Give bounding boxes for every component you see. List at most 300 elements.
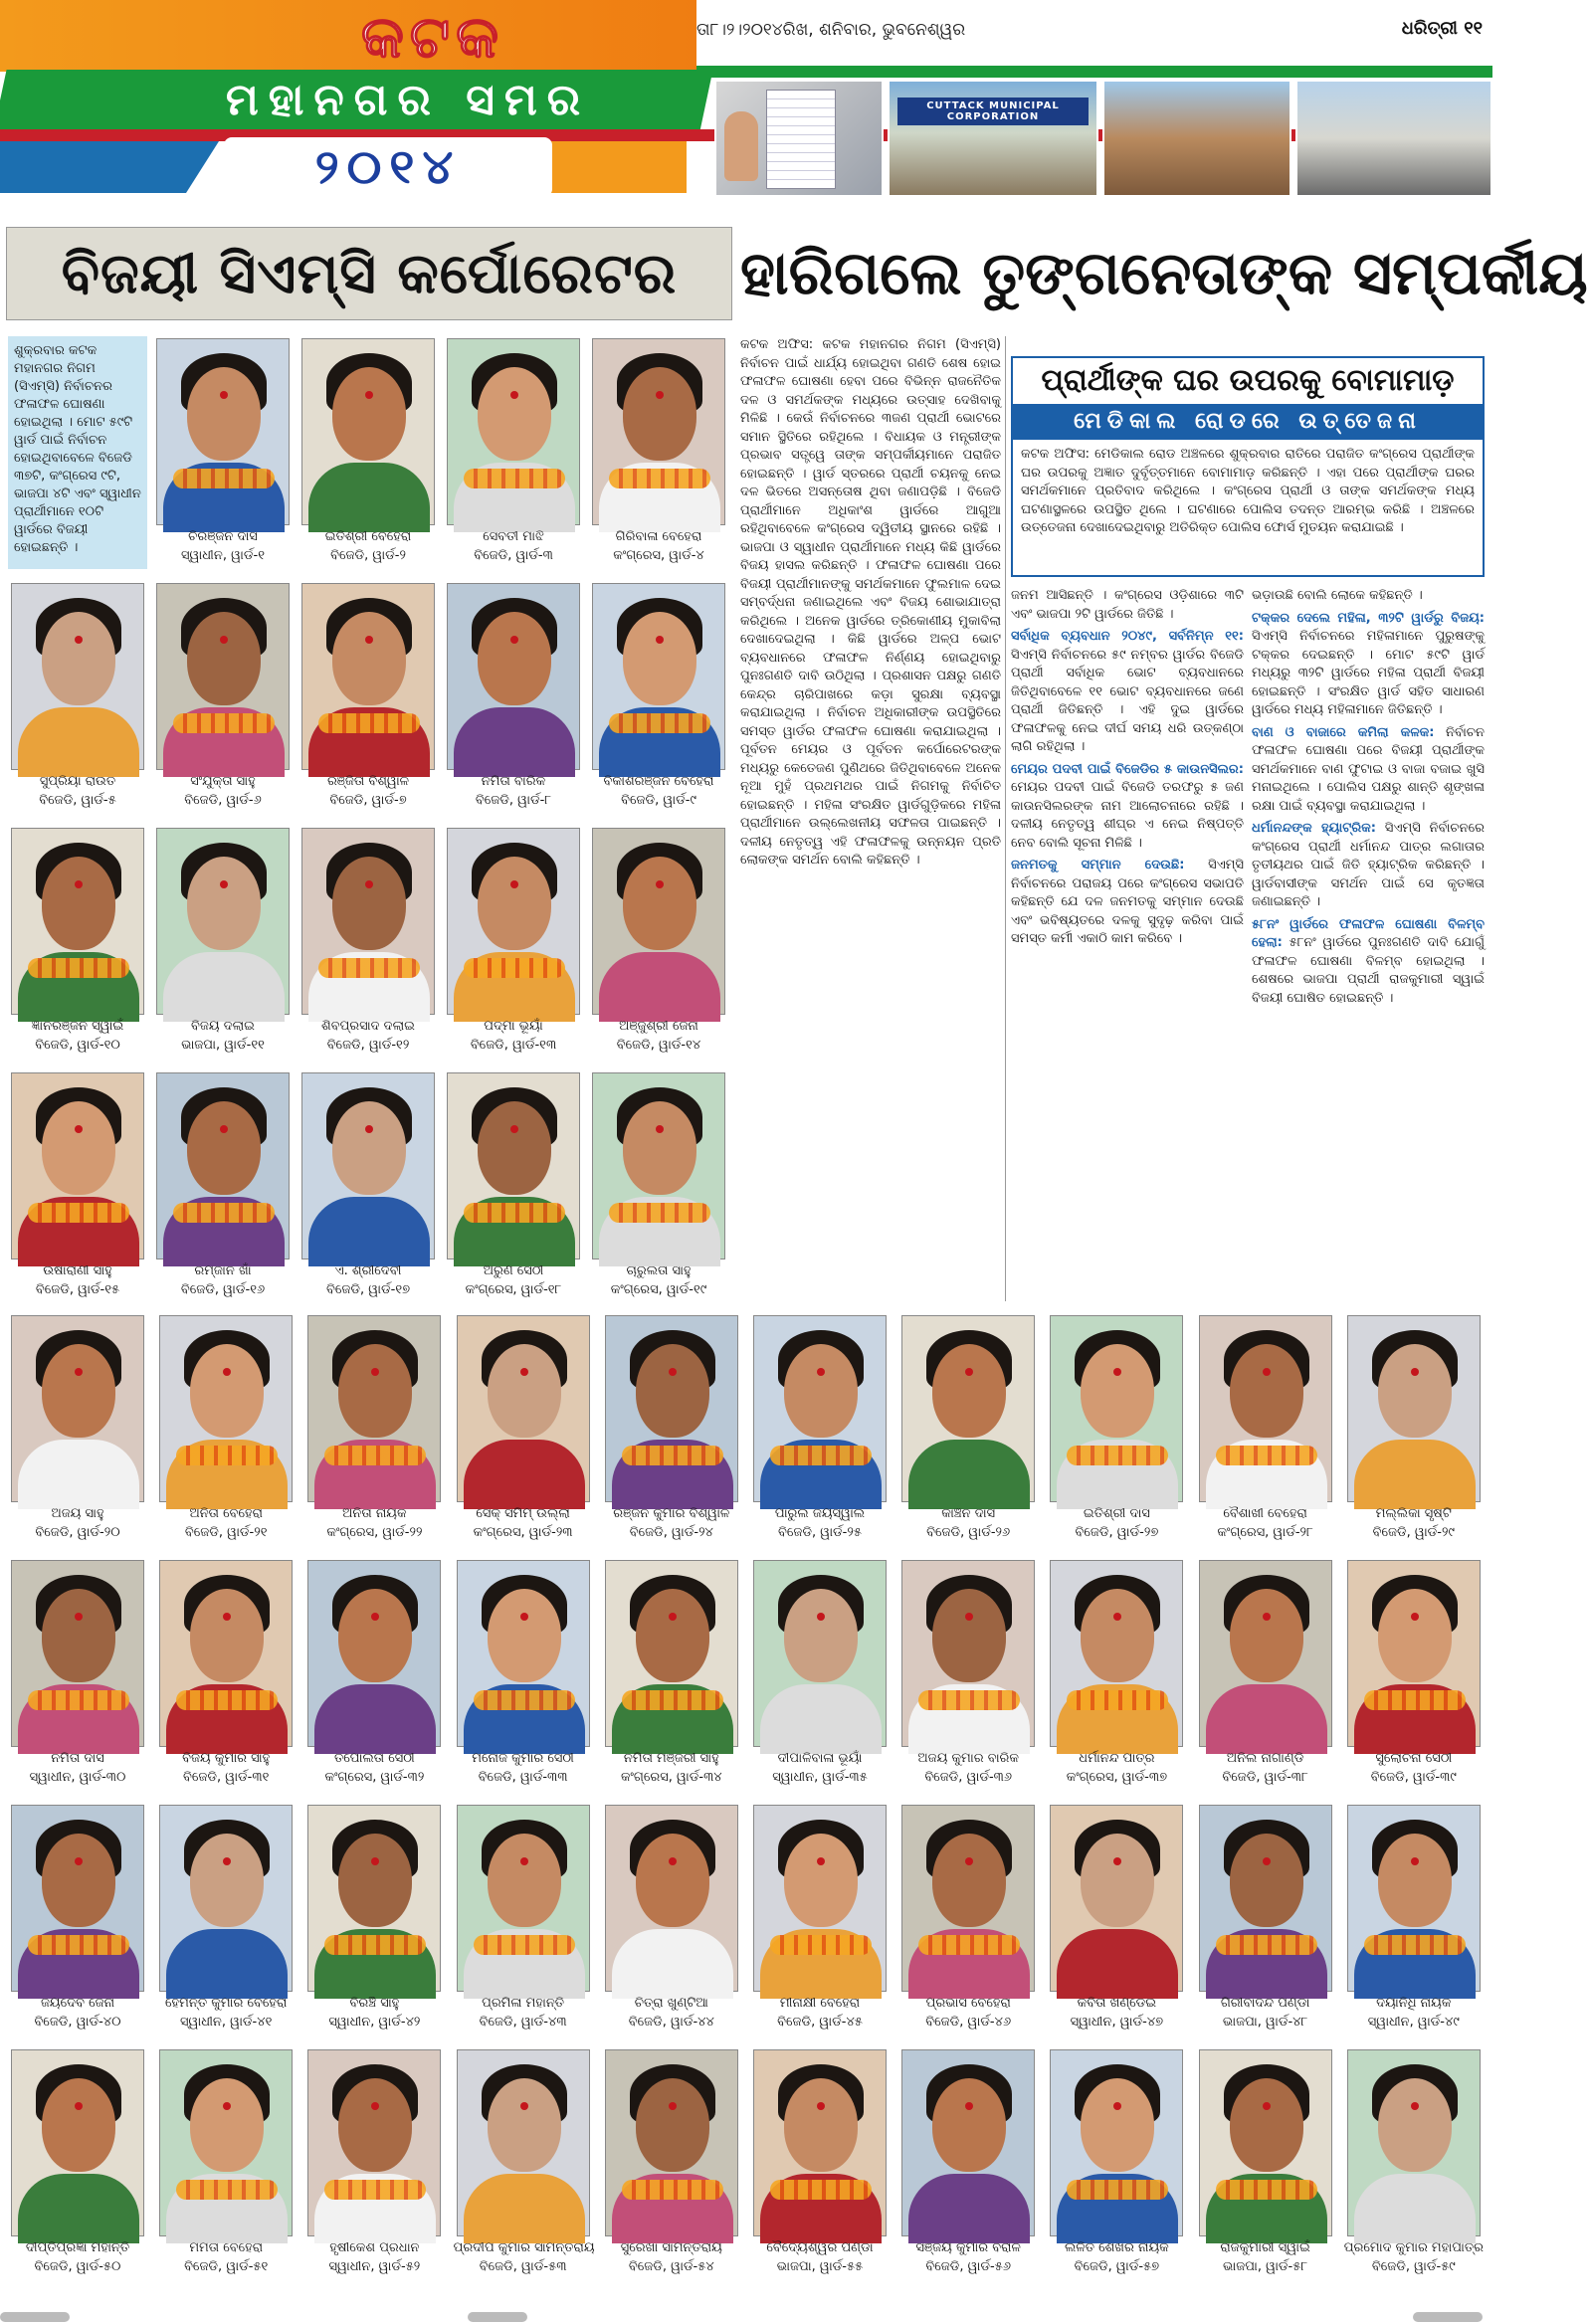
article-col-1-text: କଟକ ଅଫିସ: କଟକ ମହାନଗର ନିଗମ (ସିଏମ୍‌ସି) ନିର୍ବାଚନ ପାଇଁ ଧାର୍ଯ୍ୟ ହୋଇଥିବା ଗଣତି ଶେଷ ହୋଇ ଫଳାଫଳ ଘୋଷଣା ହେବା ପରେ ବିଭିନ୍ନ ରାଜନୈତିକ ଦଳ ଓ ସମର୍ଥକଙ୍କ ମଧ୍ୟରେ ଉତ୍ସାହ ଦେଖିବାକୁ ମିଳିଛି । କେଉଁ ନିର୍ବାଚନରେ ୩ଜଣ ପ୍ରାର୍ଥୀ ଭୋଟରେ ସମାନ ସ୍ଥିତିରେ ରହିଥିଲେ । ବିଧାୟକ ଓ ମନ୍ତ୍ରୀଙ୍କ ପ୍ରଭାବ ସତ୍ତ୍ୱେ ତାଙ୍କ ସମ୍ପର୍କୀୟମାନେ ପରାଜିତ ହୋଇଛନ୍ତି । ୱାର୍ଡ ସ୍ତରରେ ପ୍ରାର୍ଥୀ ଚୟନକୁ ନେଇ ଦଳ ଭିତରେ ଅସନ୍ତୋଷ ଥିବା ଜଣାପଡ଼ିଛି । ବିଜେଡି ପ୍ରାର୍ଥୀମାନେ ଅଧିକାଂଶ ୱାର୍ଡରେ ଆଗୁଆ ରହିଥିବାବେଳେ କଂଗ୍ରେସ ଦ୍ୱିତୀୟ ସ୍ଥାନରେ ରହିଛି । ଭାଜପା ଓ ସ୍ୱାଧୀନ ପ୍ରାର୍ଥୀମାନେ ମଧ୍ୟ କିଛି ୱାର୍ଡରେ ବିଜୟ ହାସଲ କରିଛନ୍ତି । ଫଳାଫଳ ଘୋଷଣା ପରେ ବିଜୟୀ ପ୍ରାର୍ଥୀମାନଙ୍କୁ ସମର୍ଥକମାନେ ଫୁଲମାଳ ଦେଇ ସମ୍ବର୍ଦ୍ଧନା ଜଣାଇଥିଲେ ଏବଂ ବିଜୟ ଶୋଭାଯାତ୍ରା କରିଥିଲେ । ଅନେକ ୱାର୍ଡରେ ତ୍ରିକୋଣୀୟ ମୁକାବିଲା ଦେଖାଦେଇଥିଲା । କିଛି ୱାର୍ଡରେ ଅଳ୍ପ ଭୋଟ ବ୍ୟବଧାନରେ ଫଳାଫଳ ନିର୍ଣ୍ଣୟ ହୋଇଥିବାରୁ ପୁନଃଗଣତି ଦାବି ଉଠିଥିଲା । ପ୍ରଶାସନ ପକ୍ଷରୁ ଗଣତି କେନ୍ଦ୍ର ଚାରିପାଖରେ କଡ଼ା ସୁରକ୍ଷା ବ୍ୟବସ୍ଥା କରାଯାଇଥିଲା । ନିର୍ବାଚନ ଅଧିକାରୀଙ୍କ ଉପସ୍ଥିତିରେ ସମସ୍ତ ୱାର୍ଡର ଫଳାଫଳ ଘୋଷଣା କରାଯାଇଥିଲା । ପୂର୍ବତନ ମେୟର ଓ ପୂର୍ବତନ କର୍ପୋରେଟରଙ୍କ ମଧ୍ୟରୁ କେତେଜଣ ପୁଣିଥରେ ଜିତିଥିବାବେଳେ ଅନେକ ନୂଆ ମୁହଁ ପ୍ରଥମଥର ପାଇଁ ନିଗମକୁ ନିର୍ବାଚିତ ହୋଇଛନ୍ତି । ମହିଳା ସଂରକ୍ଷିତ ୱାର୍ଡଗୁଡ଼ିକରେ ମହିଳା ପ୍ରାର୍ଥୀମାନେ ଉଲ୍ଲେଖନୀୟ ସଫଳତା ପାଇଛନ୍ତି । ଦଳୀୟ ନେତୃତ୍ୱ ଏହି ଫଳାଫଳକୁ ଉନ୍ନୟନ ପ୍ରତି ଲୋକଙ୍କ ସମର୍ଥନ ବୋଲି କହିଛନ୍ତି । (740, 337, 1001, 868)
candidate-card (8, 1803, 147, 2034)
candidate-photo (753, 1560, 887, 1747)
candidate-name: କବିତା ଖଣ୍ଡେଇ (1077, 1996, 1157, 2011)
candidate-portrait-face (338, 2078, 412, 2172)
candidate-party-ward: ବିଜେଡି, ୱାର୍ଡ-୩୬ (924, 1770, 1013, 1785)
candidate-portrait-face (42, 1344, 115, 1438)
candidate-portrait-face (42, 1834, 115, 1927)
garland-graphic (28, 1203, 129, 1223)
candidate-card (304, 1803, 444, 2034)
garland-graphic (1364, 1690, 1466, 1710)
candidate-party-ward: ସ୍ୱାଧୀନ, ୱାର୍ଡ-୪୭ (1070, 2015, 1164, 2030)
candidate-card (898, 1803, 1038, 2034)
candidate-name: ଚାରୁଲତା ସାହୁ (626, 1263, 692, 1278)
candidate-portrait-body (1057, 1929, 1178, 1999)
candidate-party-ward: ବିଜେଡି, ୱାର୍ଡ-୧୩ (470, 1038, 557, 1053)
tilak-mark (669, 1368, 677, 1376)
candidate-name: ଦୀପ୍ତିପ୍ରଜ୍ଞା ମହାନ୍ତି (25, 2240, 130, 2255)
candidate-portrait-face (1378, 1589, 1452, 1682)
candidate-card (304, 1313, 444, 1544)
col-3-para-4: ୫୮ନଂ ୱାର୍ଡରେ ପୁନଃଗଣତି ଦାବି ଯୋଗୁଁ ଫଳାଫଳ ଘୋଷଣା ବିଳମ୍ବ ହୋଇଥିଲା । ଶେଷରେ ଭାଜପା ପ୍ରାର୍ଥୀ ରାଜକୁମାରୀ ସ୍ୱାଇଁ ବିଜୟୀ ଘୋଷିତ ହୋଇଛନ୍ତି । (1252, 935, 1486, 1006)
candidate-photo (605, 1560, 738, 1747)
candidate-card (750, 2047, 890, 2278)
tilak-mark (220, 1125, 228, 1133)
tilak-mark (520, 1368, 528, 1376)
candidate-photo (605, 1315, 738, 1502)
candidate-party-ward: ବିଜେଡି, ୱାର୍ଡ-୪୦ (34, 2015, 121, 2030)
candidate-party-ward: ବିଜେଡି, ୱାର୍ଡ-୫ (39, 793, 116, 808)
candidate-party-ward: ବିଜେଡି, ୱାର୍ଡ-୫୧ (184, 2259, 269, 2274)
candidate-photo (592, 338, 725, 525)
subhead-hattrick: ଧର୍ମାନନ୍ଦଙ୍କ ହ୍ୟାଟ୍ରିକ: (1252, 821, 1376, 836)
candidate-party-ward: ସ୍ୱାଧୀନ, ୱାର୍ଡ-୩୦ (29, 1770, 126, 1785)
candidate-card (602, 1803, 741, 2034)
intro-box: ଶୁକ୍ରବାର କଟକ ମହାନଗର ନିଗମ (ସିଏମ୍‌ସି) ନିର୍ବାଚନର ଫଳାଫଳ ଘୋଷଣା ହୋଇଥିଲା । ମୋଟ ୫୯ଟି ୱାର୍ଡ ପାଇଁ ନିର୍ବାଚନ ହୋଇଥିବାବେଳେ ବିଜେଡି ୩୭ଟି, କଂଗ୍ରେସ ୯ଟି, ଭାଜପା ୪ଟି ଏବଂ ସ୍ୱାଧୀନ ପ୍ରାର୍ଥୀମାନେ ୧୦ଟି ୱାର୍ଡରେ ବିଜୟୀ ହୋଇଛନ୍ତି । (8, 336, 147, 569)
candidate-party-ward: ବିଜେଡି, ୱାର୍ଡ-୩୧ (183, 1770, 270, 1785)
candidate-party-ward: ବିଜେଡି, ୱାର୍ଡ-୩୯ (1370, 1770, 1457, 1785)
candidate-name: ବୈଦ୍ୟେଶ୍ୱର ପଣ୍ଡା (766, 2240, 874, 2255)
candidate-photo (753, 2049, 887, 2236)
candidate-name: ପ୍ରମିଳା ମହାନ୍ତି (482, 1996, 565, 2011)
candidate-name: ମନୋଜ କୁମାର ସେଠୀ (472, 1751, 574, 1766)
candidate-party-ward: ବିଜେଡି, ୱାର୍ଡ-୪୪ (628, 2015, 714, 2030)
candidate-card (454, 1313, 593, 1544)
candidate-photo (753, 1315, 887, 1502)
candidate-card (298, 1070, 438, 1301)
candidate-card (602, 1313, 741, 1544)
candidate-name: ଅନିତା ନାୟକ (342, 1506, 407, 1521)
candidate-name: ରାଜକୁମାରୀ ସ୍ୱାଇଁ (1220, 2240, 1310, 2255)
candidate-card (602, 2047, 741, 2278)
candidate-name: ଧର୍ମାନନ୍ଦ ପାତ୍ର (1079, 1751, 1155, 1766)
candidate-portrait-body (166, 1929, 288, 1999)
candidate-portrait-face (1081, 1344, 1154, 1438)
candidate-photo (605, 2049, 738, 2236)
candidate-card (153, 826, 293, 1057)
garland-graphic (176, 1446, 278, 1465)
tilak-mark (75, 636, 83, 644)
subhead-margin: ସର୍ବାଧିକ ବ୍ୟବଧାନ ୨୦୪୯, ସର୍ବନିମ୍ନ ୧୧: (1011, 629, 1244, 644)
tilak-mark (365, 880, 373, 888)
candidate-photo (11, 583, 144, 770)
building-photo (1295, 80, 1492, 197)
candidate-party-ward: ବିଜେଡି, ୱାର୍ଡ-୪୬ (925, 2015, 1012, 2030)
article-col-1 (740, 336, 1001, 1301)
tilak-mark (510, 880, 518, 888)
candidate-party-ward: ଭାଜପା, ୱାର୍ଡ-୧୧ (181, 1038, 265, 1053)
tilak-mark (75, 880, 83, 888)
tilak-mark (817, 1613, 825, 1621)
tilak-mark (220, 880, 228, 888)
tilak-mark (510, 391, 518, 399)
candidate-party-ward: ସ୍ୱାଧୀନ, ୱାର୍ଡ-୧ (181, 548, 265, 563)
candidate-portrait-face (332, 612, 406, 705)
tilak-mark (1263, 1613, 1271, 1621)
candidate-portrait-body (454, 707, 575, 777)
tilak-mark (520, 1613, 528, 1621)
candidate-portrait-face (42, 1589, 115, 1682)
candidate-card (454, 2047, 593, 2278)
candidate-party-ward: କଂଗ୍ରେସ, ୱାର୍ଡ-୩୨ (324, 1770, 425, 1785)
candidate-card (1196, 2047, 1335, 2278)
candidate-party-ward: ଭାଜପା, ୱାର୍ଡ-୫୫ (776, 2259, 864, 2274)
garland-graphic (28, 1690, 129, 1710)
candidate-photo (159, 1315, 293, 1502)
candidate-portrait-face (784, 1589, 858, 1682)
candidate-name: ଜ୍ଞାନରଞ୍ଜନ ସ୍ୱାଇଁ (31, 1019, 124, 1034)
candidate-photo (457, 1560, 590, 1747)
garland-graphic (1067, 1690, 1168, 1710)
candidate-name: ସଂଯୁକ୍ତା ସାହୁ (190, 774, 256, 789)
candidate-photo (901, 1560, 1035, 1747)
candidate-party-ward: ବିଜେଡି, ୱାର୍ଡ-୩୩ (478, 1770, 568, 1785)
candidate-card (454, 1803, 593, 2034)
candidate-portrait-face (488, 1344, 561, 1438)
page-footer-bar (0, 2306, 1492, 2324)
subhead-celebration: ବାଣ ଓ ବାଜାରେ କମିଲା କଳକ: (1252, 724, 1435, 740)
garland-graphic (1216, 2180, 1317, 2200)
candidate-card (589, 336, 728, 567)
candidate-photo (307, 1560, 441, 1747)
candidate-party-ward: କଂଗ୍ରେସ, ୱାର୍ଡ-୪ (613, 548, 704, 563)
candidate-portrait-face (488, 1834, 561, 1927)
tilak-mark (656, 880, 664, 888)
candidate-photo (605, 1805, 738, 1992)
garland-graphic (324, 1935, 426, 1955)
candidate-name: ଚିତ୍ରା ଖୁଣ୍ଟିଆ (634, 1996, 708, 2011)
candidate-card (304, 1558, 444, 1789)
candidate-name: ସେବତୀ ମାଝି (483, 529, 544, 544)
candidate-portrait-face (187, 367, 261, 461)
garland-graphic (464, 958, 565, 978)
candidate-portrait-face (623, 612, 696, 705)
candidate-card (589, 826, 728, 1057)
candidate-photo (447, 828, 580, 1015)
tilak-mark (1263, 1857, 1271, 1865)
garland-graphic (918, 1935, 1020, 1955)
candidate-portrait-body (18, 1440, 139, 1509)
col-2-lead: ଜନମ ଆସିଛନ୍ତି । କଂଗ୍ରେସ ଓଡ଼ିଶାରେ ୩ଟି ଏବଂ ଭାଜପା ୨ଟି ୱାର୍ଡରେ ଜିତିଛି । (1011, 588, 1244, 622)
candidate-name: ସୁପ୍ରିୟା ରାଉତ (39, 774, 116, 789)
tilak-mark (365, 391, 373, 399)
garland-graphic (464, 1203, 565, 1223)
col-3-para-1: ସିଏମ୍‌ସି ନିର୍ବାଚନରେ ମହିଳାମାନେ ପୁରୁଷଙ୍କୁ ଟକ୍କର ଦେଇଛନ୍ତି । ମୋଟ ୫୯ଟି ୱାର୍ଡ ମଧ୍ୟରୁ ୩୨ଟି ୱାର୍ଡରେ ମହିଳା ପ୍ରାର୍ଥୀ ବିଜୟୀ ହୋଇଛନ୍ତି । ସଂରକ୍ଷିତ ୱାର୍ଡ ସହିତ ସାଧାରଣ ୱାର୍ଡରେ ମଧ୍ୟ ମହିଳାମାନେ ଜିତିଛନ୍ତି । (1252, 629, 1485, 717)
candidate-name: ଦୀପାଳିବାଳା ଭୂୟାଁ (777, 1751, 863, 1766)
candidate-party-ward: କଂଗ୍ରେସ, ୱାର୍ଡ-୨୮ (1217, 1525, 1313, 1540)
candidate-party-ward: ବିଜେଡି, ୱାର୍ଡ-୪୫ (777, 2015, 863, 2030)
candidate-portrait-body (908, 2174, 1030, 2243)
candidate-portrait-face (42, 857, 115, 950)
tilak-mark (656, 391, 664, 399)
col-3-para-3: ସିଏମ୍‌ସି ନିର୍ବାଚନରେ କଂଗ୍ରେସ ପ୍ରାର୍ଥୀ ଧର୍ମାନନ୍ଦ ପାତ୍ର ଲଗାତାର ତୃତୀୟଥର ପାଇଁ ଜିତି ହ୍ୟାଟ୍ରିକ କରିଛନ୍ତି । ୱାର୍ଡବାସୀଙ୍କ ସମର୍ଥନ ପାଇଁ ସେ କୃତଜ୍ଞତା ଜଣାଇଛନ୍ତି । (1252, 821, 1485, 909)
subhead-women: ଟକ୍କର ଦେଲେ ମହିଳା, ୩୨ଟି ୱାର୍ଡରୁ ବିଜୟ: (1252, 610, 1485, 626)
candidate-party-ward: ସ୍ୱାଧୀନ, ୱାର୍ଡ-୫୨ (328, 2259, 421, 2274)
candidate-card (1344, 1313, 1484, 1544)
candidate-photo (11, 828, 144, 1015)
tilak-mark (365, 1125, 373, 1133)
candidate-photo (307, 2049, 441, 2236)
tilak-mark (75, 1125, 83, 1133)
subhead-ward-58: ୫୮ନଂ ୱାର୍ଡରେ ଫଳାଫଳ ଘୋଷଣା ବିଳମ୍ବ ହେଲା: (1252, 916, 1485, 950)
candidate-portrait-face (42, 612, 115, 705)
candidate-portrait-face (332, 857, 406, 950)
candidate-name: ରଞ୍ଜନ କୁମାର ବିଶ୍ୱାଳ (613, 1506, 730, 1521)
candidate-card (8, 1313, 147, 1544)
garland-graphic (622, 1690, 723, 1710)
candidate-party-ward: ବିଜେଡି, ୱାର୍ଡ-୧୫ (35, 1282, 120, 1297)
garland-graphic (1364, 1935, 1466, 1955)
candidate-photo (1050, 1805, 1183, 1992)
candidate-photo (592, 583, 725, 770)
garland-graphic (770, 1935, 872, 1955)
candidate-photo (1050, 2049, 1183, 2236)
candidate-photo (1050, 1560, 1183, 1747)
candidate-portrait-face (636, 2078, 709, 2172)
candidate-photo (307, 1315, 441, 1502)
candidate-name: ନମିତା ବାରିକ (481, 774, 546, 789)
cmc-office-photo (888, 80, 1098, 197)
candidate-portrait-body (18, 707, 139, 777)
candidate-name: ଲଳିତ ଶେଖର ନାୟକ (1065, 2240, 1169, 2255)
candidate-photo (11, 1805, 144, 1992)
masthead-blue-band (0, 141, 219, 193)
candidate-portrait-face (190, 1344, 264, 1438)
candidate-photo (901, 1805, 1035, 1992)
candidate-portrait-face (190, 1834, 264, 1927)
candidate-photo (1050, 1315, 1183, 1502)
candidate-portrait-face (1378, 1834, 1452, 1927)
tilak-mark (75, 1857, 83, 1865)
candidate-card (156, 1558, 296, 1789)
candidate-portrait-body (612, 1929, 733, 1999)
headline-winners: ବିଜୟୀ ସିଏମ୍‌ସି କର୍ପୋରେଟର (6, 227, 732, 320)
candidate-portrait-face (784, 1344, 858, 1438)
candidate-portrait-face (478, 857, 551, 950)
article-col-2 (1011, 587, 1244, 1301)
candidate-portrait-face (187, 612, 261, 705)
candidate-party-ward: ବିଜେଡି, ୱାର୍ଡ-୧୬ (180, 1282, 266, 1297)
candidate-name: ମୀନାକ୍ଷୀ ବେହେରା (779, 1996, 861, 2011)
candidate-card (1196, 1313, 1335, 1544)
tilak-mark (1411, 1613, 1419, 1621)
tilak-mark (520, 2102, 528, 2110)
tilak-mark (656, 1125, 664, 1133)
candidate-card (444, 336, 583, 567)
candidate-name: ଅରୁଣ ସେଠୀ (483, 1263, 544, 1278)
candidate-name: ପ୍ରଦୀପ କୁମାର ସାମନ୍ତରାୟ (453, 2240, 595, 2255)
article-col-3 (1252, 587, 1485, 1301)
candidate-party-ward: ବିଜେଡି, ୱାର୍ଡ-୨୪ (629, 1525, 713, 1540)
candidate-portrait-face (1081, 1589, 1154, 1682)
candidate-name: ହୃଷୀକେଶ ପ୍ରଧାନ (329, 2240, 420, 2255)
candidate-name: ଶିବପ୍ରସାଦ ଦଲାଇ (321, 1019, 415, 1034)
footer-mark-mid (468, 2312, 527, 2322)
candidate-card (8, 1070, 147, 1301)
candidate-party-ward: ବିଜେଡି, ୱାର୍ଡ-୨୧ (184, 1525, 268, 1540)
candidate-photo (592, 1072, 725, 1259)
candidate-party-ward: ବିଜେଡି, ୱାର୍ଡ-୧୦ (35, 1038, 120, 1053)
candidate-portrait-face (42, 1101, 115, 1195)
candidate-party-ward: ସ୍ୱାଧୀନ, ୱାର୍ଡ-୪୧ (180, 2015, 273, 2030)
candidate-party-ward: ବିଜେଡି, ୱାର୍ଡ-୬ (184, 793, 262, 808)
candidate-name: ଗିରିବାଳା ବେହେରା (615, 529, 702, 544)
candidate-card (750, 1558, 890, 1789)
candidate-card (444, 826, 583, 1057)
tilak-mark (1411, 1857, 1419, 1865)
candidate-name: ପ୍ରଭାସ ବେହେରା (925, 1996, 1011, 2011)
candidate-party-ward: ବିଜେଡି, ୱାର୍ଡ-୮ (475, 793, 552, 808)
candidate-party-ward: ବିଜେଡି, ୱାର୍ଡ-୩ (474, 548, 553, 563)
candidate-name: ହେମନ୍ତ କୁମାର ବେହେରା (165, 1996, 288, 2011)
candidate-card (304, 2047, 444, 2278)
candidate-photo (1347, 1805, 1481, 1992)
candidate-name: ପ୍ରମୋଦ କୁମାର ମହାପାତ୍ର (1343, 2240, 1485, 2255)
candidate-party-ward: ବିଜେଡି, ୱାର୍ଡ-୭ (329, 793, 407, 808)
candidate-photo (447, 583, 580, 770)
candidate-name: ବିଜୟ ଦଲାଇ (190, 1019, 255, 1034)
candidate-card (298, 581, 438, 812)
candidate-portrait-face (932, 1589, 1006, 1682)
candidate-card (156, 1803, 296, 2034)
candidate-party-ward: କଂଗ୍ରେସ, ୱାର୍ଡ-୨୨ (326, 1525, 423, 1540)
candidate-name: ରଞ୍ଜିତା ବିଶ୍ୱାଳ (326, 774, 410, 789)
col-3-para-2: ନିର୍ବାଚନ ଫଳାଫଳ ଘୋଷଣା ପରେ ବିଜୟୀ ପ୍ରାର୍ଥୀଙ୍କ ସମର୍ଥକମାନେ ବାଣ ଫୁଟାଇ ଓ ବାଜା ବଜାଇ ଖୁସି ମନାଇଥିଲେ । ପୋଲିସ ପକ୍ଷରୁ ଶାନ୍ତି ଶୃଙ୍ଖଳା ରକ୍ଷା ପାଇଁ ବ୍ୟବସ୍ଥା କରାଯାଇଥିଲା । (1252, 724, 1485, 814)
col-2-para-3: ସିଏମ୍‌ସି ନିର୍ବାଚନରେ ପରାଜୟ ପରେ କଂଗ୍ରେସ ସଭାପତି କହିଛନ୍ତି ଯେ ଦଳ ଜନମତକୁ ସମ୍ମାନ ଦେଉଛି ଏବଂ ଭବିଷ୍ୟତରେ ଦଳକୁ ସୁଦୃଢ଼ କରିବା ପାଇଁ ସମସ୍ତ କର୍ମୀ ଏକାଠି କାମ କରିବେ । (1011, 858, 1244, 946)
candidate-card (1344, 2047, 1484, 2278)
candidate-portrait-face (636, 1344, 709, 1438)
candidate-portrait-face (1230, 2078, 1303, 2172)
garland-graphic (609, 469, 710, 488)
candidate-name: ସଞ୍ଜୟ କୁମାର ବରାଳ (915, 2240, 1021, 2255)
candidate-portrait-face (187, 1101, 261, 1195)
candidate-card (8, 581, 147, 812)
masthead-title-year: ୨୦୧୪ (224, 137, 552, 197)
candidate-name: ବିକାଶରଞ୍ଜନ ବେହେରା (603, 774, 714, 789)
tilak-mark (817, 1368, 825, 1376)
tilak-mark (669, 1613, 677, 1621)
candidate-portrait-face (187, 857, 261, 950)
candidate-name: ଅନିତା ବେହେରା (189, 1506, 263, 1521)
subhead-mayor: ମେୟର ପଦବୀ ପାଇଁ ବିଜେଡିର ୫ କାଉନସିଲର: (1011, 761, 1244, 777)
candidate-portrait-face (1081, 1834, 1154, 1927)
candidate-card (589, 581, 728, 812)
candidate-party-ward: ବିଜେଡି, ୱାର୍ଡ-୫୦ (34, 2259, 121, 2274)
candidate-photo (457, 2049, 590, 2236)
candidate-card (898, 2047, 1038, 2278)
candidate-portrait-body (1354, 2174, 1476, 2243)
candidate-party-ward: ଭାଜପା, ୱାର୍ଡ-୫୮ (1223, 2259, 1308, 2274)
footer-mark-right (1413, 2312, 1483, 2322)
garland-graphic (609, 713, 710, 733)
candidate-portrait-face (1230, 1589, 1303, 1682)
column-rule (1005, 336, 1006, 1301)
candidate-photo (1199, 1560, 1332, 1747)
candidate-portrait-face (190, 1589, 264, 1682)
candidate-name: ବିଜୟ କୁମାର ସାହୁ (182, 1751, 271, 1766)
candidate-photo (447, 1072, 580, 1259)
candidate-portrait-face (623, 367, 696, 461)
candidate-portrait-face (338, 1834, 412, 1927)
masthead (0, 0, 1492, 204)
candidate-portrait-face (1378, 1344, 1452, 1438)
tilak-mark (1263, 2102, 1271, 2110)
candidate-portrait-face (1081, 2078, 1154, 2172)
candidate-portrait-body (760, 1684, 882, 1754)
candidate-party-ward: ବିଜେଡି, ୱାର୍ଡ-୨୭ (1075, 1525, 1159, 1540)
candidate-portrait-body (464, 1440, 585, 1509)
garland-graphic (173, 1203, 275, 1223)
candidate-party-ward: ବିଜେଡି, ୱାର୍ଡ-୪୩ (479, 2015, 567, 2030)
candidate-portrait-face (636, 1834, 709, 1927)
candidate-party-ward: ବିଜେଡି, ୱାର୍ଡ-୨୦ (35, 1525, 120, 1540)
garland-graphic (918, 1690, 1020, 1710)
candidate-party-ward: ବିଜେଡି, ୱାର୍ଡ-୨୯ (1372, 1525, 1455, 1540)
candidate-portrait-body (18, 2174, 139, 2243)
candidate-photo (159, 2049, 293, 2236)
masthead-title-event: ମହାନଗର ସମର (225, 75, 591, 125)
garland-graphic (770, 1446, 872, 1465)
candidate-card (1047, 1558, 1186, 1789)
candidate-portrait-face (932, 1834, 1006, 1927)
candidate-portrait-body (908, 1440, 1030, 1509)
candidate-name: ଅନିଲ ନାଗାଣ୍ଡି (1226, 1751, 1304, 1766)
tilak-mark (510, 636, 518, 644)
candidate-photo (1199, 2049, 1332, 2236)
garland-graphic (173, 713, 275, 733)
tilak-mark (520, 1857, 528, 1865)
candidate-party-ward: ବିଜେଡି, ୱାର୍ଡ-୧୭ (325, 1282, 411, 1297)
candidate-party-ward: କଂଗ୍ରେସ, ୱାର୍ଡ-୩୭ (1066, 1770, 1168, 1785)
candidate-portrait-body (314, 1684, 436, 1754)
garland-graphic (474, 1935, 575, 1955)
candidate-party-ward: ବିଜେଡି, ୱାର୍ଡ-୨୬ (926, 1525, 1011, 1540)
candidate-party-ward: ବିଜେଡି, ୱାର୍ଡ-୯ (621, 793, 696, 808)
subhead-mandate: ଜନମତକୁ ସମ୍ମାନ ଦେଉଛି: (1011, 858, 1185, 872)
garland-graphic (318, 958, 420, 978)
tilak-mark (220, 391, 228, 399)
candidate-card (444, 581, 583, 812)
candidate-card (1047, 2047, 1186, 2278)
candidate-party-ward: କଂଗ୍ରେସ, ୱାର୍ଡ-୨୩ (473, 1525, 573, 1540)
candidate-card (298, 336, 438, 567)
candidate-card (898, 1558, 1038, 1789)
candidate-card (1196, 1558, 1335, 1789)
candidate-card (153, 336, 293, 567)
candidate-portrait-body (163, 952, 285, 1022)
masthead-green-rule (696, 66, 1492, 78)
candidate-photo (457, 1315, 590, 1502)
ballot-photo (714, 80, 884, 197)
candidate-name: ଗିରୀବାଦନ୍ଦ ପଣ୍ଡା (1220, 1996, 1310, 2011)
tilak-mark (75, 1613, 83, 1621)
candidate-card (1344, 1803, 1484, 2034)
candidate-name: ଇତିଶ୍ରୀ ଦାସ (1083, 1506, 1150, 1521)
candidate-portrait-face (1230, 1834, 1303, 1927)
candidate-card (1196, 1803, 1335, 2034)
dateline: ତା୮।୨।୨୦୧୪ରିଖ, ଶନିବାର, ଭୁବନେଶ୍ୱର (696, 20, 966, 40)
candidate-photo (1347, 2049, 1481, 2236)
candidate-card (1047, 1313, 1186, 1544)
candidate-portrait-face (332, 367, 406, 461)
candidate-name: ବିରଞ୍ଚି ସାହୁ (349, 1996, 400, 2011)
candidate-portrait-face (636, 1589, 709, 1682)
candidate-party-ward: ବିଜେଡି, ୱାର୍ଡ-୫୭ (1074, 2259, 1160, 2274)
candidate-photo (1199, 1315, 1332, 1502)
candidate-photo (301, 583, 435, 770)
candidate-name: ପଦ୍ମା ଭୂୟାଁ (484, 1019, 543, 1034)
candidate-photo (1347, 1560, 1481, 1747)
garland-graphic (622, 2180, 723, 2200)
candidate-name: ସୁଲୋଚନା ସେଠୀ (1375, 1751, 1453, 1766)
